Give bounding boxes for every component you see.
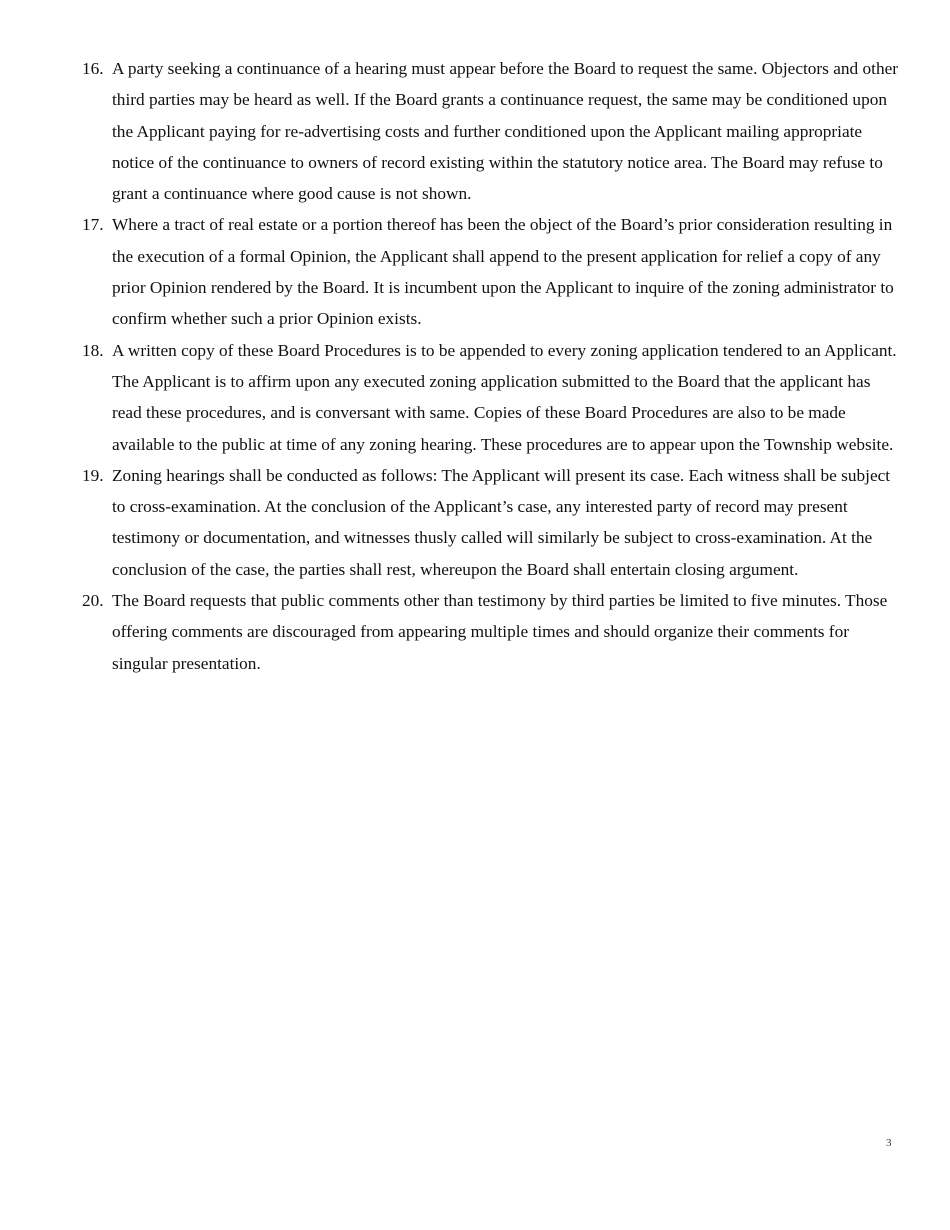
item-number: 19. [82, 465, 104, 485]
item-text: The Board requests that public comments other than testimony by third parties be limited to five minutes. Those offering comments are discouraged from appearing multiple times and should organize their comments for singular presentation. [112, 591, 888, 673]
list-item-19 [0, 460, 950, 585]
item-text: A party seeking a continuance of a hearing must appear before the Board to request the same. Objectors and other third parties may be heard as well. If the Board grants a continuance request, the same may be conditioned upon the Applicant paying for re-advertising costs and further conditioned upon the Applicant mailing appropriate notice of the continuance to owners of record existing within the statutory notice area. The Board may refuse to grant a continuance where good cause is not shown. [112, 59, 899, 204]
item-text: Where a tract of real estate or a portion thereof has been the object of the Board’s prior consideration resulting in the execution of a formal Opinion, the Applicant shall append to the present application for relief a copy of any prior Opinion rendered by the Board. It is incumbent upon the Applicant to inquire of the zoning administrator to confirm whether such a prior Opinion exists. [112, 215, 894, 329]
list-item-20 [0, 585, 950, 679]
list-item-17 [0, 209, 950, 334]
procedures-list [0, 53, 950, 679]
item-number: 20. [82, 591, 104, 611]
item-text: A written copy of these Board Procedures is to be appended to every zoning application tendered to an Applicant. The Applicant is to affirm upon any executed zoning application submitted to the Board that the applicant has read these procedures, and is conversant with same. Copies of these Board Procedures are also to be made available to the public at time of any zoning hearing. These procedures are to appear upon the Township website. [112, 340, 897, 454]
item-text: Zoning hearings shall be conducted as follows: The Applicant will present its case. Each witness shall be subject to cross-examination. At the conclusion of the Applicant’s case, any interested party of record may present testimony or documentation, and witnesses thusly called will similarly be subject to cross-examination. At the conclusion of the case, the parties shall rest, whereupon the Board shall entertain closing argument. [112, 465, 891, 579]
page-number: 3 [886, 1137, 892, 1149]
item-number: 16. [82, 59, 104, 78]
item-number: 17. [82, 215, 104, 235]
list-item-16 [0, 53, 950, 209]
list-item-18 [0, 335, 950, 460]
item-number: 18. [82, 340, 104, 360]
